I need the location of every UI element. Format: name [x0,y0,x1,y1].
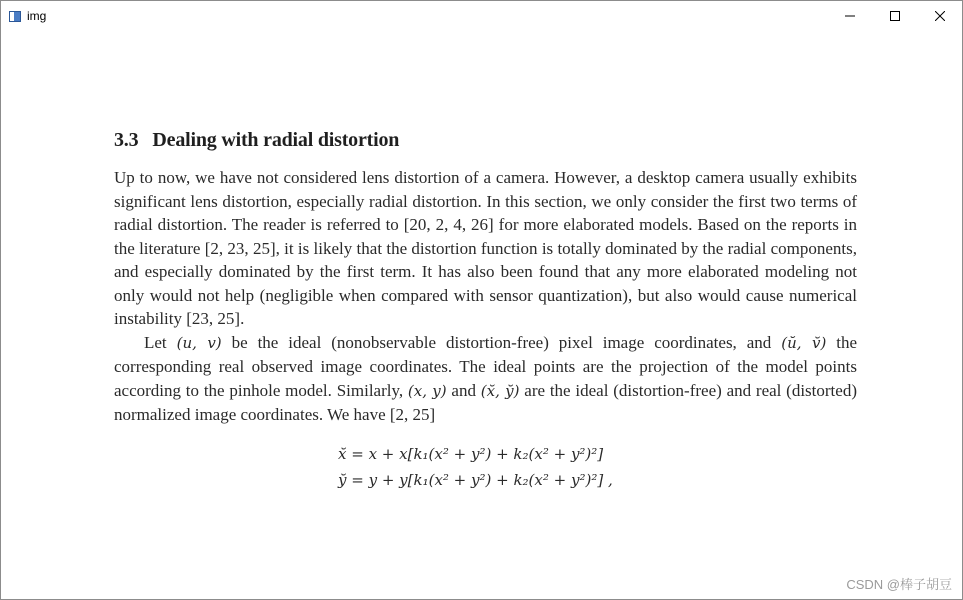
close-icon [935,11,945,21]
title-bar[interactable] [1,1,962,31]
image-canvas [1,31,962,599]
equation-x: x̆ = x + x[k₁(x² + y²) + k₂(x² + y²)²] [338,444,604,463]
window-controls [827,1,962,31]
paragraph-1: Up to now, we have not considered lens distortion of a camera. However, a desktop camera usually exhibits significant lens distortion, especially radial distortion. In this section, we only consider the first two terms of radial distortion. The reader is referred to [20, 2, 4, 26] for more elaborated models. Based on the reports in the literature [2, 23, 25], it is likely that the distortion function is totally dominated by the radial components, and especially dominated by the first term. It has also been found that any more elaborated modeling not only would not help (negligible when compared with sensor quantization), but also would cause numerical instability [23, 25]. [114,168,857,328]
paragraph-2 [114,331,857,427]
math-real-pixel: (ŭ, v̆) [781,333,827,352]
maximize-icon [890,11,900,21]
image-window-icon [9,11,21,22]
paragraph-2-text: Let [144,332,177,352]
close-button[interactable] [917,1,962,31]
window-title: img [27,9,47,23]
math-ideal-normalized: (x, y) [407,381,447,400]
section-heading [114,129,857,152]
minimize-button[interactable] [827,1,872,31]
equation-block [338,441,857,493]
paragraph-2-text: the corresponding real observed image coordinates. The ideal points are the projection of the model points according to the pinhole model. Similarly, [114,332,857,400]
maximize-button[interactable] [872,1,917,31]
minimize-icon [845,11,855,21]
paragraph-2-text: are the ideal (distortion-free) and real (distorted) normalized image coordinates. We have [2, 25] [114,380,857,424]
math-real-normalized: (x̆, y̆) [480,381,520,400]
math-ideal-pixel: (u, v) [176,333,222,352]
section-title: Dealing with radial distortion [152,129,400,151]
document-image [114,129,857,493]
paragraph-2-text: be the ideal (nonobservable distortion-free) pixel image coordinates, and [221,332,782,352]
paragraph-2-text: and [446,380,481,400]
section-number: 3.3 [114,129,139,151]
watermark: CSDN @棒子胡豆 [846,577,952,592]
equation-y: y̆ = y + y[k₁(x² + y²) + k₂(x² + y²)²] , [338,470,613,489]
